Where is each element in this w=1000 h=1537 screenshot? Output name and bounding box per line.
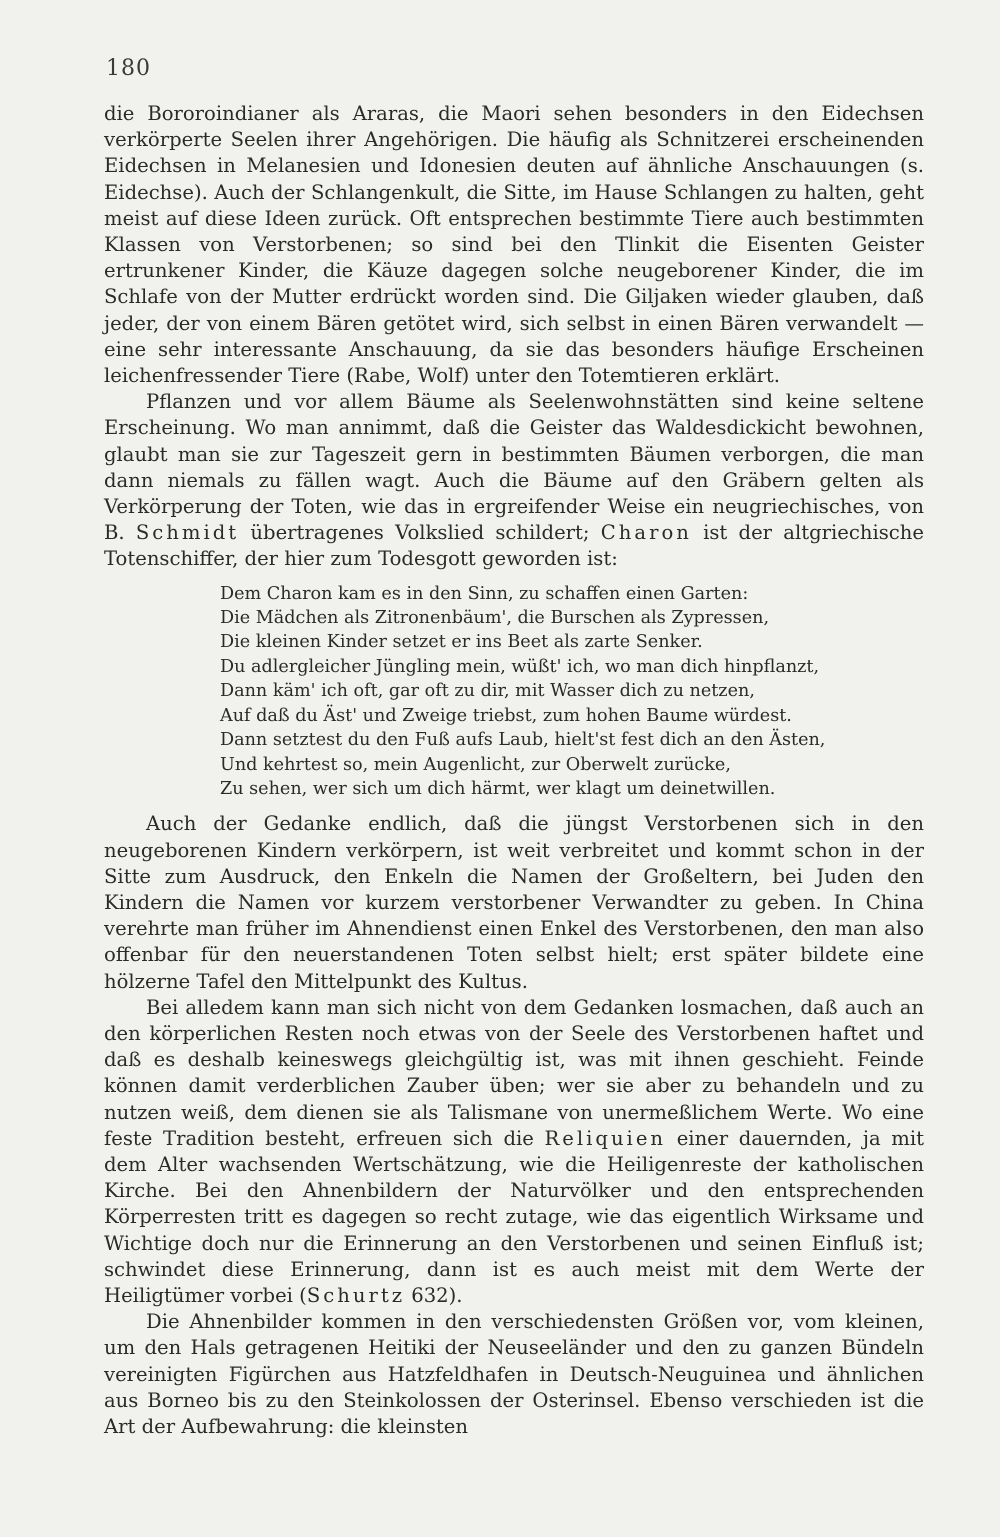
folk-song-poem — [220, 582, 924, 802]
paragraph-plant-souls — [104, 389, 924, 572]
author-name: Schmidt — [135, 521, 240, 545]
mythological-name: Charon — [600, 521, 692, 545]
poem-line: Dann käm' ich oft, gar oft zu dir, mit Wasser dich zu netzen, — [220, 681, 755, 702]
paragraph-text: übertragenes Volkslied schildert; — [239, 521, 601, 545]
page-number: 180 — [106, 56, 151, 81]
citation-author: Schurtz — [306, 1283, 406, 1307]
poem-line: Die kleinen Kinder setzet er ins Beet als zarte Senker. — [220, 632, 703, 653]
poem-line: Zu sehen, wer sich um dich härmt, wer klagt um deinetwillen. — [220, 778, 776, 799]
poem-line: Auf daß du Äst' und Zweige triebst, zum hohen Baume würdest. — [220, 705, 792, 726]
paragraph-relics — [104, 995, 924, 1309]
poem-line: Du adlergleicher Jüngling mein, wüßt' ich, wo man dich hinpflanzt, — [220, 656, 820, 677]
citation-page: 632). — [405, 1283, 463, 1307]
emphasized-term: Reliquien — [544, 1126, 667, 1150]
paragraph-text: Bei alledem kann man sich nicht von dem Gedanken losmachen, daß auch an den körperlichen Resten noch etwas von der Seele des Verstorbenen haftet und daß es deshalb keineswegs gleichgültig ist, was mit ihnen geschieht. Feinde können damit verderblichen Zauber üben; wer sie aber zu behandeln und zu nutzen weiß, dem dienen sie als Talismane von unermeßlichem Werte. Wo eine feste Tradition besteht, erfreuen sich die — [104, 995, 924, 1150]
paragraph-reincarnation: Auch der Gedanke endlich, daß die jüngst Verstorbenen sich in den neugeborenen Kindern verkörpern, ist weit verbreitet und kommt schon in der Sitte zum Ausdruck, den Enkeln die Namen der Großeltern, bei Juden den Kindern die Namen vor kurzem verstorbener Verwandter zu geben. In China verehrte man früher im Ahnendienst einen Enkel des Verstorbenen, den man also offenbar für den neuerstandenen Toten selbst hielt; erst später bildete eine hölzerne Tafel den Mittelpunkt des Kultus. — [104, 812, 924, 993]
paragraph-ancestor-figures: Die Ahnenbilder kommen in den verschiedensten Größen vor, vom kleinen, um den Hals getragenen Heitiki der Neuseeländer und den zu ganzen Bündeln vereinigten Figürchen aus Hatzfeldhafen in Deutsch-Neuguinea und ähnlichen aus Borneo bis zu den Steinkolossen der Osterinsel. Ebenso verschieden ist die Art der Aufbewahrung: die kleinsten — [104, 1310, 924, 1438]
page-body — [104, 101, 924, 1440]
paragraph-animal-souls: die Bororoindianer als Araras, die Maori sehen besonders in den Eidechsen verkörperte Seelen ihrer Angehörigen. Die häufig als Schnitzerei erscheinenden Eidechsen in Melanesien und Idonesien deuten auf ähnliche Anschauungen (s. Eidechse). Auch der Schlangenkult, die Sitte, im Hause Schlangen zu halten, geht meist auf diese Ideen zurück. Oft entsprechen bestimmte Tiere auch bestimmten Klassen von Verstorbenen; so sind bei den Tlinkit die Eisenten Geister ertrunkener Kinder, die Käuze dagegen solche neugeborener Kinder, die im Schlafe von der Mutter erdrückt worden sind. Die Giljaken wieder glauben, daß jeder, der von einem Bären getötet wird, sich selbst in einen Bären verwandelt — eine sehr interessante Anschauung, da sie das besonders häufige Erscheinen leichenfressender Tiere (Rabe, Wolf) unter den Totemtieren erklärt. — [104, 102, 924, 388]
poem-line: Dem Charon kam es in den Sinn, zu schaffen einen Garten: — [220, 583, 749, 604]
paragraph-text: Pflanzen und vor allem Bäume als Seelenwohnstätten sind keine seltene Erscheinung. Wo man annimmt, daß die Geister das Waldesdickicht bewohnen, glaubt man sie zur Tageszeit gern in bestimmten Bäumen verborgen, die man dann niemals zu fällen wagt. Auch die Bäume auf den Gräbern gelten als Verkörperung der Toten, wie das in ergreifender Weise ein neugriechisches, von B. — [104, 390, 924, 545]
poem-line: Und kehrtest so, mein Augenlicht, zur Oberwelt zurücke, — [220, 754, 731, 775]
paragraph-text: einer dauernden, ja mit dem Alter wachsenden Wertschätzung, wie die Heiligenreste der katholischen Kirche. Bei den Ahnenbildern der Naturvölker und den entsprechenden Körperresten tritt es dagegen so recht zutage, wie das eigentlich Wirksame und Wichtige doch nur die Erinnerung an den Verstorbenen und seinen Einfluß ist; schwindet diese Erinnerung, dann ist es auch meist mit dem Werte der Heiligtümer vorbei ( — [104, 1126, 925, 1307]
poem-line: Dann setztest du den Fuß aufs Laub, hielt'st fest dich an den Ästen, — [220, 730, 826, 751]
paragraph-text: ist der altgriechische Totenschiffer, der hier zum Todesgott geworden ist: — [104, 521, 924, 571]
poem-line: Die Mädchen als Zitronenbäum', die Burschen als Zypressen, — [220, 608, 770, 629]
